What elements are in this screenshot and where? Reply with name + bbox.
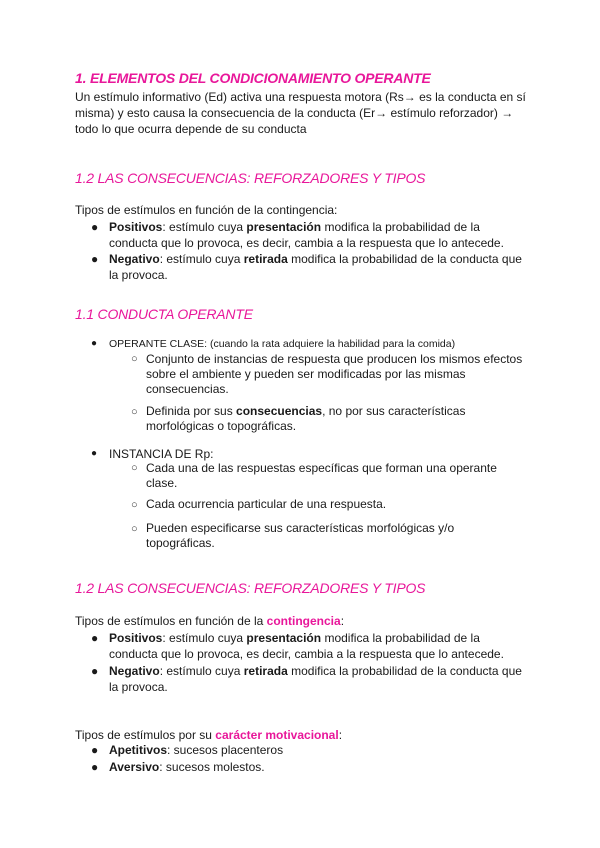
section-paragraph [75,89,555,137]
intro-text: Tipos de estímulos en función de la contingencia: [75,614,345,628]
list-item-operante-clase: OPERANTE CLASE: (cuando la rata adquiere la habilidad para la comida) [109,338,456,350]
term: Positivos [109,631,163,645]
bullet-icon: ● [91,631,99,645]
bullet-icon: ● [91,252,99,266]
bullet-icon: ● [91,664,99,678]
list-item: Positivos: estímulo cuya presentación modifica la probabilidad de la conducta que lo provoca, es decir, cambia a la respuesta que lo antecede. [109,220,504,250]
highlight-keyword: contingencia [266,614,341,628]
hollow-bullet-icon: ○ [131,462,138,474]
term: Apetitivos [109,743,168,757]
section-heading-consecuencias-2: 1.2 LAS CONSECUENCIAS: REFORZADORES Y TIPOS [75,580,426,596]
paragraph-line: misma) y esto causa la consecuencia de la conducta (Er→ estímulo reforzador) → [75,106,514,120]
list-item: Negativo: estímulo cuya retirada modifica la probabilidad de la conducta que la provoca. [109,664,522,694]
bullet-icon: ● [91,743,99,757]
section-heading-conducta-operante: 1.1 CONDUCTA OPERANTE [75,306,253,322]
term: Negativo [109,664,160,678]
hollow-bullet-icon: ○ [131,353,138,365]
list-item: Apetitivos: sucesos placenteros [109,743,284,757]
hollow-bullet-icon: ○ [131,499,138,511]
term: Aversivo [109,760,160,774]
list-item: Positivos: estímulo cuya presentación modifica la probabilidad de la conducta que lo provoca, es decir, cambia a la respuesta que lo antecede. [109,631,504,661]
bullet-icon: ● [91,448,98,459]
term: Positivos [109,220,163,234]
keyword: presentación [246,220,322,234]
term: Negativo [109,252,160,266]
keyword: consecuencias [236,404,323,418]
paragraph-line: Un estímulo informativo (Ed) activa una respuesta motora (Rs→ es la conducta en sí [75,90,526,104]
section-heading-elementos: 1. ELEMENTOS DEL CONDICIONAMIENTO OPERANTE [75,70,431,86]
bullet-icon: ● [91,760,99,774]
section-heading-consecuencias: 1.2 LAS CONSECUENCIAS: REFORZADORES Y TIPOS [75,170,426,186]
keyword: retirada [243,664,288,678]
sub-list-item: Pueden especificarse sus características morfológicas y/o topográficas. [146,521,455,550]
sub-list-item: Conjunto de instancias de respuesta que producen los mismos efectos sobre el ambiente y pueden ser modificadas por las mismas consecuencias. [146,352,523,396]
intro-text: Tipos de estímulos en función de la contingencia: [75,203,338,217]
highlight-keyword: carácter motivacional [215,728,339,742]
hollow-bullet-icon: ○ [131,406,138,418]
list-item-instancia: INSTANCIA DE Rp: [109,447,214,461]
list-item: Negativo: estímulo cuya retirada modifica la probabilidad de la conducta que la provoca. [109,252,522,282]
list-item: Aversivo: sucesos molestos. [109,760,265,774]
intro-text-motivacional: Tipos de estímulos por su carácter motivacional: [75,728,343,742]
bullet-icon: ● [91,338,98,349]
hollow-bullet-icon: ○ [131,523,138,535]
sub-list-item: Definida por sus consecuencias, no por sus características morfológicas o topográficas. [146,404,466,433]
paragraph-line: todo lo que ocurra depende de su conducta [75,122,307,136]
keyword: presentación [246,631,322,645]
bullet-icon: ● [91,220,99,234]
sub-list-item: Cada ocurrencia particular de una respuesta. [146,497,387,511]
keyword: retirada [243,252,288,266]
sub-list-item: Cada una de las respuestas específicas que forman una operante clase. [146,461,497,490]
